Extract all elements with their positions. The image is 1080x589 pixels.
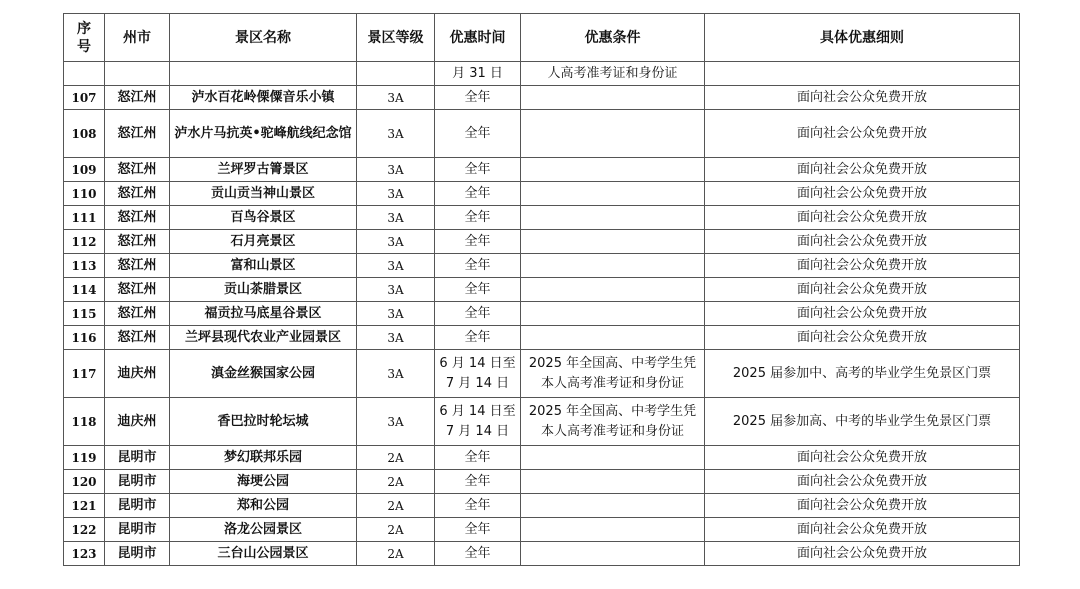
cell-time: 全年 xyxy=(435,182,521,206)
header-time: 优惠时间 xyxy=(435,14,521,62)
table-row xyxy=(64,86,1020,110)
cell-condition: 2025 年全国高、中考学生凭本人高考准考证和身份证 xyxy=(521,350,705,398)
cell-num: 110 xyxy=(64,182,105,206)
cell-num: 109 xyxy=(64,158,105,182)
cell-city: 迪庆州 xyxy=(105,398,170,446)
table-row xyxy=(64,494,1020,518)
cell-city: 怒江州 xyxy=(105,278,170,302)
table-row xyxy=(64,158,1020,182)
cell-city: 昆明市 xyxy=(105,518,170,542)
cell-level: 3A xyxy=(357,278,435,302)
cell-city: 昆明市 xyxy=(105,446,170,470)
cell-level: 3A xyxy=(357,182,435,206)
cell-condition xyxy=(521,494,705,518)
cell-detail: 面向社会公众免费开放 xyxy=(705,494,1020,518)
cell-condition xyxy=(521,254,705,278)
header-name: 景区名称 xyxy=(170,14,357,62)
cell-time: 6 月 14 日至 7 月 14 日 xyxy=(435,398,521,446)
cell-time: 全年 xyxy=(435,470,521,494)
scenic-discount-table xyxy=(63,13,1020,566)
table-row xyxy=(64,110,1020,158)
table-row xyxy=(64,518,1020,542)
cell-detail: 面向社会公众免费开放 xyxy=(705,110,1020,158)
cell-num: 117 xyxy=(64,350,105,398)
cell-city: 怒江州 xyxy=(105,254,170,278)
cell-detail: 面向社会公众免费开放 xyxy=(705,518,1020,542)
table-row xyxy=(64,182,1020,206)
cell-city: 昆明市 xyxy=(105,494,170,518)
cell-city: 怒江州 xyxy=(105,158,170,182)
cell-name: 香巴拉时轮坛城 xyxy=(170,398,357,446)
cell-time: 全年 xyxy=(435,494,521,518)
cell-num: 108 xyxy=(64,110,105,158)
cell-city: 怒江州 xyxy=(105,86,170,110)
cell-num: 113 xyxy=(64,254,105,278)
header-row xyxy=(64,14,1020,62)
cell-level: 3A xyxy=(357,350,435,398)
cell-condition xyxy=(521,518,705,542)
continuation-detail xyxy=(705,62,1020,86)
cell-condition xyxy=(521,446,705,470)
cell-city: 怒江州 xyxy=(105,302,170,326)
cell-name: 百鸟谷景区 xyxy=(170,206,357,230)
cell-city: 怒江州 xyxy=(105,326,170,350)
continuation-condition: 人高考准考证和身份证 xyxy=(521,62,705,86)
cell-condition xyxy=(521,206,705,230)
cell-time: 全年 xyxy=(435,206,521,230)
cell-time: 全年 xyxy=(435,278,521,302)
continuation-name xyxy=(170,62,357,86)
cell-time: 全年 xyxy=(435,254,521,278)
cell-num: 118 xyxy=(64,398,105,446)
cell-num: 112 xyxy=(64,230,105,254)
cell-city: 迪庆州 xyxy=(105,350,170,398)
continuation-row xyxy=(64,62,1020,86)
header-city: 州市 xyxy=(105,14,170,62)
header-condition: 优惠条件 xyxy=(521,14,705,62)
cell-name: 泸水片马抗英•驼峰航线纪念馆 xyxy=(170,110,357,158)
cell-time: 全年 xyxy=(435,326,521,350)
cell-name: 石月亮景区 xyxy=(170,230,357,254)
table-row xyxy=(64,470,1020,494)
cell-city: 昆明市 xyxy=(105,542,170,566)
cell-time: 全年 xyxy=(435,446,521,470)
cell-time: 全年 xyxy=(435,230,521,254)
table-row xyxy=(64,254,1020,278)
cell-detail: 面向社会公众免费开放 xyxy=(705,278,1020,302)
cell-time: 全年 xyxy=(435,302,521,326)
cell-detail: 面向社会公众免费开放 xyxy=(705,542,1020,566)
header-num xyxy=(64,14,105,62)
header-num-line2: 号 xyxy=(77,38,91,55)
cell-condition xyxy=(521,182,705,206)
table-row xyxy=(64,446,1020,470)
cell-detail: 面向社会公众免费开放 xyxy=(705,446,1020,470)
cell-condition xyxy=(521,158,705,182)
cell-detail: 2025 届参加中、高考的毕业学生免景区门票 xyxy=(705,350,1020,398)
cell-num: 116 xyxy=(64,326,105,350)
cell-time: 全年 xyxy=(435,518,521,542)
cell-level: 2A xyxy=(357,446,435,470)
cell-level: 3A xyxy=(357,206,435,230)
cell-time: 全年 xyxy=(435,542,521,566)
continuation-level xyxy=(357,62,435,86)
cell-name: 福贡拉马底星谷景区 xyxy=(170,302,357,326)
cell-num: 123 xyxy=(64,542,105,566)
table-row xyxy=(64,302,1020,326)
cell-condition xyxy=(521,470,705,494)
table-row xyxy=(64,278,1020,302)
table-row xyxy=(64,326,1020,350)
cell-detail: 面向社会公众免费开放 xyxy=(705,230,1020,254)
cell-num: 121 xyxy=(64,494,105,518)
cell-detail: 面向社会公众免费开放 xyxy=(705,86,1020,110)
cell-num: 120 xyxy=(64,470,105,494)
cell-name: 海埂公园 xyxy=(170,470,357,494)
cell-name: 贡山茶腊景区 xyxy=(170,278,357,302)
cell-num: 107 xyxy=(64,86,105,110)
header-num-line1: 序 xyxy=(77,20,91,37)
header-level: 景区等级 xyxy=(357,14,435,62)
cell-city: 怒江州 xyxy=(105,110,170,158)
cell-name: 郑和公园 xyxy=(170,494,357,518)
cell-level: 2A xyxy=(357,518,435,542)
cell-time: 全年 xyxy=(435,86,521,110)
cell-detail: 2025 届参加高、中考的毕业学生免景区门票 xyxy=(705,398,1020,446)
cell-detail: 面向社会公众免费开放 xyxy=(705,254,1020,278)
cell-detail: 面向社会公众免费开放 xyxy=(705,158,1020,182)
cell-city: 昆明市 xyxy=(105,470,170,494)
cell-level: 3A xyxy=(357,230,435,254)
cell-level: 3A xyxy=(357,110,435,158)
cell-city: 怒江州 xyxy=(105,182,170,206)
cell-name: 兰坪罗古箐景区 xyxy=(170,158,357,182)
cell-condition xyxy=(521,278,705,302)
cell-condition xyxy=(521,302,705,326)
cell-name: 三台山公园景区 xyxy=(170,542,357,566)
cell-condition xyxy=(521,110,705,158)
cell-level: 3A xyxy=(357,158,435,182)
cell-level: 3A xyxy=(357,86,435,110)
continuation-city xyxy=(105,62,170,86)
cell-detail: 面向社会公众免费开放 xyxy=(705,326,1020,350)
cell-level: 3A xyxy=(357,398,435,446)
cell-condition xyxy=(521,86,705,110)
cell-condition xyxy=(521,326,705,350)
cell-level: 3A xyxy=(357,302,435,326)
cell-name: 滇金丝猴国家公园 xyxy=(170,350,357,398)
cell-level: 2A xyxy=(357,494,435,518)
cell-time: 6 月 14 日至 7 月 14 日 xyxy=(435,350,521,398)
continuation-time: 月 31 日 xyxy=(435,62,521,86)
cell-name: 富和山景区 xyxy=(170,254,357,278)
cell-detail: 面向社会公众免费开放 xyxy=(705,302,1020,326)
cell-time: 全年 xyxy=(435,158,521,182)
cell-condition: 2025 年全国高、中考学生凭本人高考准考证和身份证 xyxy=(521,398,705,446)
cell-time: 全年 xyxy=(435,110,521,158)
cell-num: 122 xyxy=(64,518,105,542)
table-row xyxy=(64,230,1020,254)
continuation-num xyxy=(64,62,105,86)
cell-name: 兰坪县现代农业产业园景区 xyxy=(170,326,357,350)
cell-condition xyxy=(521,230,705,254)
table-row xyxy=(64,398,1020,446)
cell-level: 3A xyxy=(357,254,435,278)
cell-name: 梦幻联邦乐园 xyxy=(170,446,357,470)
table-row xyxy=(64,350,1020,398)
cell-detail: 面向社会公众免费开放 xyxy=(705,470,1020,494)
cell-name: 洛龙公园景区 xyxy=(170,518,357,542)
cell-level: 2A xyxy=(357,470,435,494)
cell-level: 2A xyxy=(357,542,435,566)
cell-name: 贡山贡当神山景区 xyxy=(170,182,357,206)
cell-level: 3A xyxy=(357,326,435,350)
cell-num: 111 xyxy=(64,206,105,230)
header-detail: 具体优惠细则 xyxy=(705,14,1020,62)
cell-num: 119 xyxy=(64,446,105,470)
cell-num: 115 xyxy=(64,302,105,326)
cell-condition xyxy=(521,542,705,566)
table-row xyxy=(64,206,1020,230)
cell-name: 泸水百花岭傈僳音乐小镇 xyxy=(170,86,357,110)
cell-detail: 面向社会公众免费开放 xyxy=(705,206,1020,230)
cell-num: 114 xyxy=(64,278,105,302)
table-row xyxy=(64,542,1020,566)
cell-detail: 面向社会公众免费开放 xyxy=(705,182,1020,206)
cell-city: 怒江州 xyxy=(105,230,170,254)
cell-city: 怒江州 xyxy=(105,206,170,230)
